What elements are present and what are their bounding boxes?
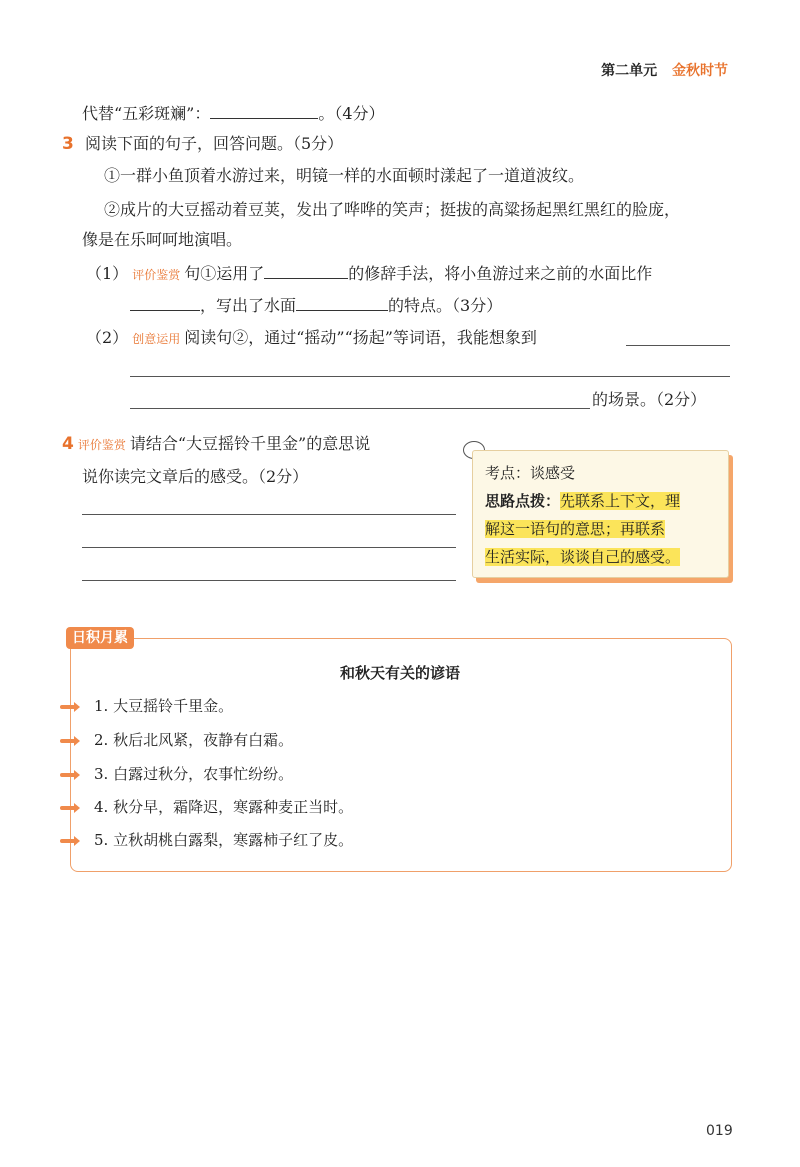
hint-point: 考点：谈感受 <box>485 464 576 482</box>
answer-blank[interactable] <box>130 294 200 311</box>
subquestion-text: 的修辞手法，将小鱼游过来之前的水面比作 <box>348 264 653 283</box>
prev-question-text: 代替“五彩斑斓”： <box>82 104 211 123</box>
q3-part-1 <box>86 262 652 285</box>
question-text: 请结合“大豆摇铃千里金”的意思说 <box>129 434 371 453</box>
hint-text: 生活实际，谈谈自己的感受。 <box>485 548 681 566</box>
answer-line[interactable] <box>82 514 456 515</box>
answer-line[interactable] <box>626 345 730 346</box>
arrow-marker-icon <box>60 806 76 810</box>
proverb-title: 和秋天有关的谚语 <box>339 664 460 682</box>
proverb-item: 4. 秋分早，霜降迟，寒露种麦正当时。 <box>94 798 354 816</box>
section-tag: 日积月累 <box>66 627 134 649</box>
question-text: 阅读下面的句子，回答问题。（5分） <box>84 134 344 153</box>
hint-line-2 <box>485 515 665 543</box>
skill-tag: 评价鉴赏 <box>132 268 181 282</box>
skill-tag: 评价鉴赏 <box>77 438 126 452</box>
answer-line[interactable] <box>82 580 456 581</box>
hint-label: 思路点拨： <box>485 492 561 510</box>
arrow-marker-icon <box>60 839 76 843</box>
question-3-prompt <box>62 134 343 154</box>
prev-question-score: 。（4分） <box>318 104 385 123</box>
subquestion-text: 阅读句②，通过“摇动”“扬起”等词语，我能想象到 <box>184 328 537 347</box>
subquestion-number: （1） <box>86 264 129 283</box>
answer-line[interactable] <box>82 547 456 548</box>
hint-line-1 <box>485 487 680 515</box>
question-4-cont: 说你读完文章后的感受。（2分） <box>82 467 309 486</box>
page-number: 019 <box>706 1123 733 1139</box>
question-4-prompt <box>62 434 370 455</box>
arrow-marker-icon <box>60 705 76 709</box>
proverb-item: 3. 白露过秋分，农事忙纷纷。 <box>94 765 294 783</box>
answer-line[interactable] <box>130 408 590 409</box>
sentence-2: ②成片的大豆摇动着豆荚，发出了哗哗的笑声；挺拔的高粱扬起黑红黑红的脸庞， <box>104 200 681 219</box>
subquestion-score: 的特点。（3分） <box>388 296 503 315</box>
proverb-item: 2. 秋后北风紧，夜静有白霜。 <box>94 731 294 749</box>
arrow-marker-icon <box>60 773 76 777</box>
prev-question-line <box>82 102 385 124</box>
sentence-1: ①一群小鱼顶着水游过来，明镜一样的水面顿时漾起了一道道波纹。 <box>104 166 585 185</box>
answer-blank[interactable] <box>264 262 348 279</box>
hint-text: 先联系上下文，理 <box>560 492 681 510</box>
arrow-marker-icon <box>60 739 76 743</box>
proverb-item: 1. 大豆摇铃千里金。 <box>94 697 234 715</box>
hint-line-3 <box>485 543 680 571</box>
q3-part-2-end: 的场景。（2分） <box>592 390 707 409</box>
sentence-2-cont: 像是在乐呵呵地演唱。 <box>82 230 243 249</box>
q3-part-1-cont <box>130 294 502 316</box>
answer-line[interactable] <box>130 376 730 377</box>
answer-blank[interactable] <box>296 294 388 311</box>
question-number: 3 <box>62 134 74 154</box>
proverb-item: 5. 立秋胡桃白露梨，寒露柿子红了皮。 <box>94 831 354 849</box>
subquestion-number: （2） <box>86 328 129 347</box>
running-header <box>601 60 728 80</box>
hint-text: 解这一语句的意思；再联系 <box>485 520 666 538</box>
subquestion-text: ，写出了水面 <box>200 296 297 315</box>
skill-tag: 创意运用 <box>132 332 181 346</box>
question-number: 4 <box>62 434 74 454</box>
subquestion-text: 句①运用了 <box>184 264 265 283</box>
q3-part-2 <box>86 328 537 349</box>
answer-blank[interactable] <box>210 102 318 119</box>
unit-theme: 金秋时节 <box>672 63 728 79</box>
hint-card <box>472 450 729 578</box>
unit-label: 第二单元 <box>601 63 658 79</box>
